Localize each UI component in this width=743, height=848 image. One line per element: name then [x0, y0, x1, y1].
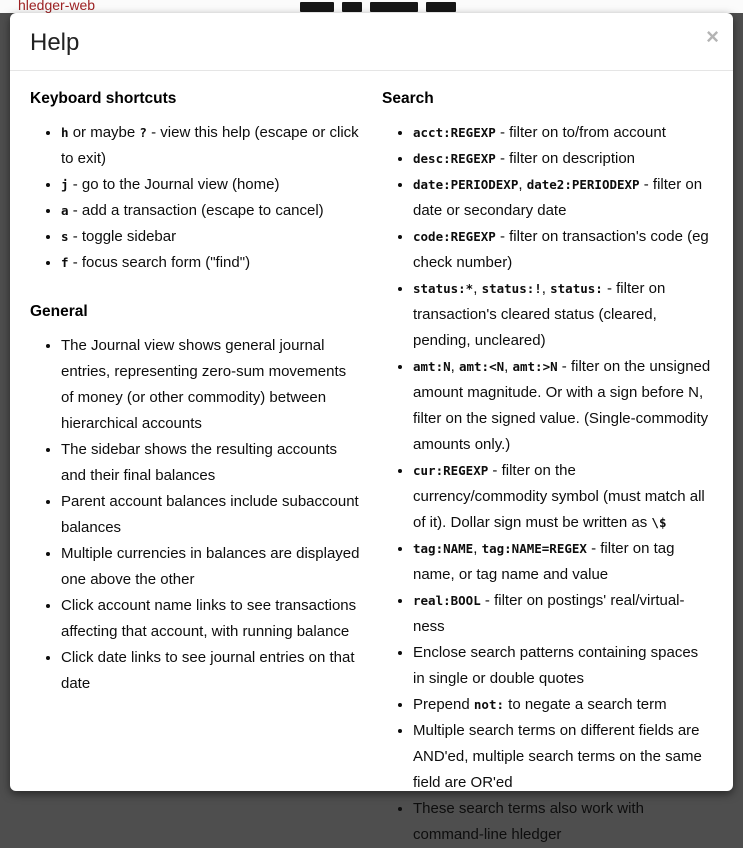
- list-item: [61, 120, 361, 172]
- text-span: ,: [541, 280, 551, 297]
- text-span: ,: [473, 540, 482, 557]
- text-span: Click date links to see journal entries on that date: [61, 649, 355, 692]
- modal-body: [10, 71, 733, 848]
- text-span: - filter on description: [495, 150, 636, 167]
- code-span: ?: [139, 125, 147, 140]
- list-item: [61, 645, 361, 697]
- text-span: ,: [473, 280, 482, 297]
- text-span: or maybe: [68, 124, 140, 141]
- text-span: Multiple currencies in balances are displayed one above the other: [61, 545, 360, 588]
- code-span: amt:>N: [512, 359, 558, 374]
- text-span: ,: [518, 176, 527, 193]
- list-item: [413, 796, 713, 848]
- close-icon[interactable]: ×: [706, 24, 719, 49]
- search-list: [382, 120, 713, 848]
- list-item: [61, 593, 361, 645]
- text-span: Prepend: [413, 696, 474, 713]
- keyboard-shortcuts-list: [30, 120, 361, 276]
- navbar: [0, 0, 743, 13]
- list-item: [413, 146, 713, 172]
- text-span: - go to the Journal view (home): [68, 176, 280, 193]
- code-span: status:*: [413, 281, 474, 296]
- list-item: [61, 333, 361, 437]
- text-span: - filter on the unsigned amount magnitude. Or with a sign before N, filter on the signed value. (Single-commodity amounts only.): [413, 358, 711, 453]
- code-span: code:REGEXP: [413, 229, 496, 244]
- code-span: tag:NAME: [413, 541, 474, 556]
- text-span: The sidebar shows the resulting accounts and their final balances: [61, 441, 337, 484]
- code-span: acct:REGEXP: [413, 125, 496, 140]
- text-span: - filter on transaction's code (eg check number): [413, 228, 709, 271]
- text-span: - filter on postings' real/virtual-ness: [413, 592, 685, 635]
- section-heading-search: Search: [382, 90, 434, 107]
- list-item: [413, 718, 713, 796]
- list-item: [413, 640, 713, 692]
- code-span: date2:PERIODEXP: [526, 177, 640, 192]
- modal-title: Help: [30, 29, 80, 56]
- text-span: - filter on tag name, or tag name and value: [413, 540, 675, 583]
- text-span: Enclose search patterns containing spaces in single or double quotes: [413, 644, 699, 687]
- list-item: [413, 172, 713, 224]
- text-span: Click account name links to see transactions affecting that account, with running balance: [61, 597, 357, 640]
- modal-header: [10, 13, 733, 71]
- text-span: - filter on the currency/commodity symbol (must match all of it). Dollar sign must be written as: [413, 462, 705, 531]
- text-span: - filter on date or secondary date: [413, 176, 703, 219]
- text-span: - toggle sidebar: [68, 228, 177, 245]
- code-span: real:BOOL: [413, 593, 481, 608]
- text-span: - filter on transaction's cleared status (cleared, pending, uncleared): [413, 280, 666, 349]
- list-item: [413, 692, 713, 718]
- text-span: Parent account balances include subaccount balances: [61, 493, 359, 536]
- section-heading-general: General: [30, 303, 88, 320]
- list-item: [61, 198, 361, 224]
- code-span: s: [61, 229, 69, 244]
- code-span: tag:NAME=REGEX: [481, 541, 587, 556]
- list-item: [61, 250, 361, 276]
- code-span: f: [61, 255, 69, 270]
- list-item: [413, 276, 713, 354]
- text-span: ,: [504, 358, 513, 375]
- list-item: [413, 536, 713, 588]
- list-item: [61, 489, 361, 541]
- code-span: amt:N: [413, 359, 451, 374]
- text-span: - filter on to/from account: [495, 124, 666, 141]
- text-span: ,: [450, 358, 459, 375]
- code-span: h: [61, 125, 69, 140]
- section-heading-keyboard-shortcuts: Keyboard shortcuts: [30, 90, 177, 107]
- help-modal: [10, 13, 733, 843]
- list-item: [413, 224, 713, 276]
- list-item: [413, 458, 713, 536]
- list-item: [61, 541, 361, 593]
- text-span: - view this help (escape or click to exit): [61, 124, 359, 167]
- code-span: not:: [473, 697, 504, 712]
- right-column: [382, 89, 713, 848]
- list-item: [413, 588, 713, 640]
- left-column: [30, 89, 361, 848]
- code-span: date:PERIODEXP: [413, 177, 519, 192]
- code-span: amt:<N: [458, 359, 505, 374]
- list-item: [413, 354, 713, 458]
- text-span: The Journal view shows general journal entries, representing zero-sum movements of money (or other commodity) between hierarchical accounts: [61, 337, 347, 432]
- code-span: \$: [651, 515, 667, 530]
- text-span: - focus search form ("find"): [68, 254, 251, 271]
- general-list: [30, 333, 361, 697]
- code-span: status:: [550, 281, 603, 296]
- list-item: [61, 172, 361, 198]
- code-span: status:!: [481, 281, 542, 296]
- code-span: a: [61, 203, 69, 218]
- list-item: [413, 120, 713, 146]
- list-item: [61, 437, 361, 489]
- code-span: desc:REGEXP: [413, 151, 496, 166]
- code-span: j: [61, 177, 69, 192]
- code-span: cur:REGEXP: [413, 463, 489, 478]
- text-span: Multiple search terms on different fields are AND'ed, multiple search terms on the same field are OR'ed: [413, 722, 702, 791]
- text-span: These search terms also work with command-line hledger: [413, 800, 644, 843]
- list-item: [61, 224, 361, 250]
- text-span: to negate a search term: [504, 696, 667, 713]
- navbar-brand-link[interactable]: hledger-web: [18, 0, 96, 13]
- text-span: - add a transaction (escape to cancel): [68, 202, 324, 219]
